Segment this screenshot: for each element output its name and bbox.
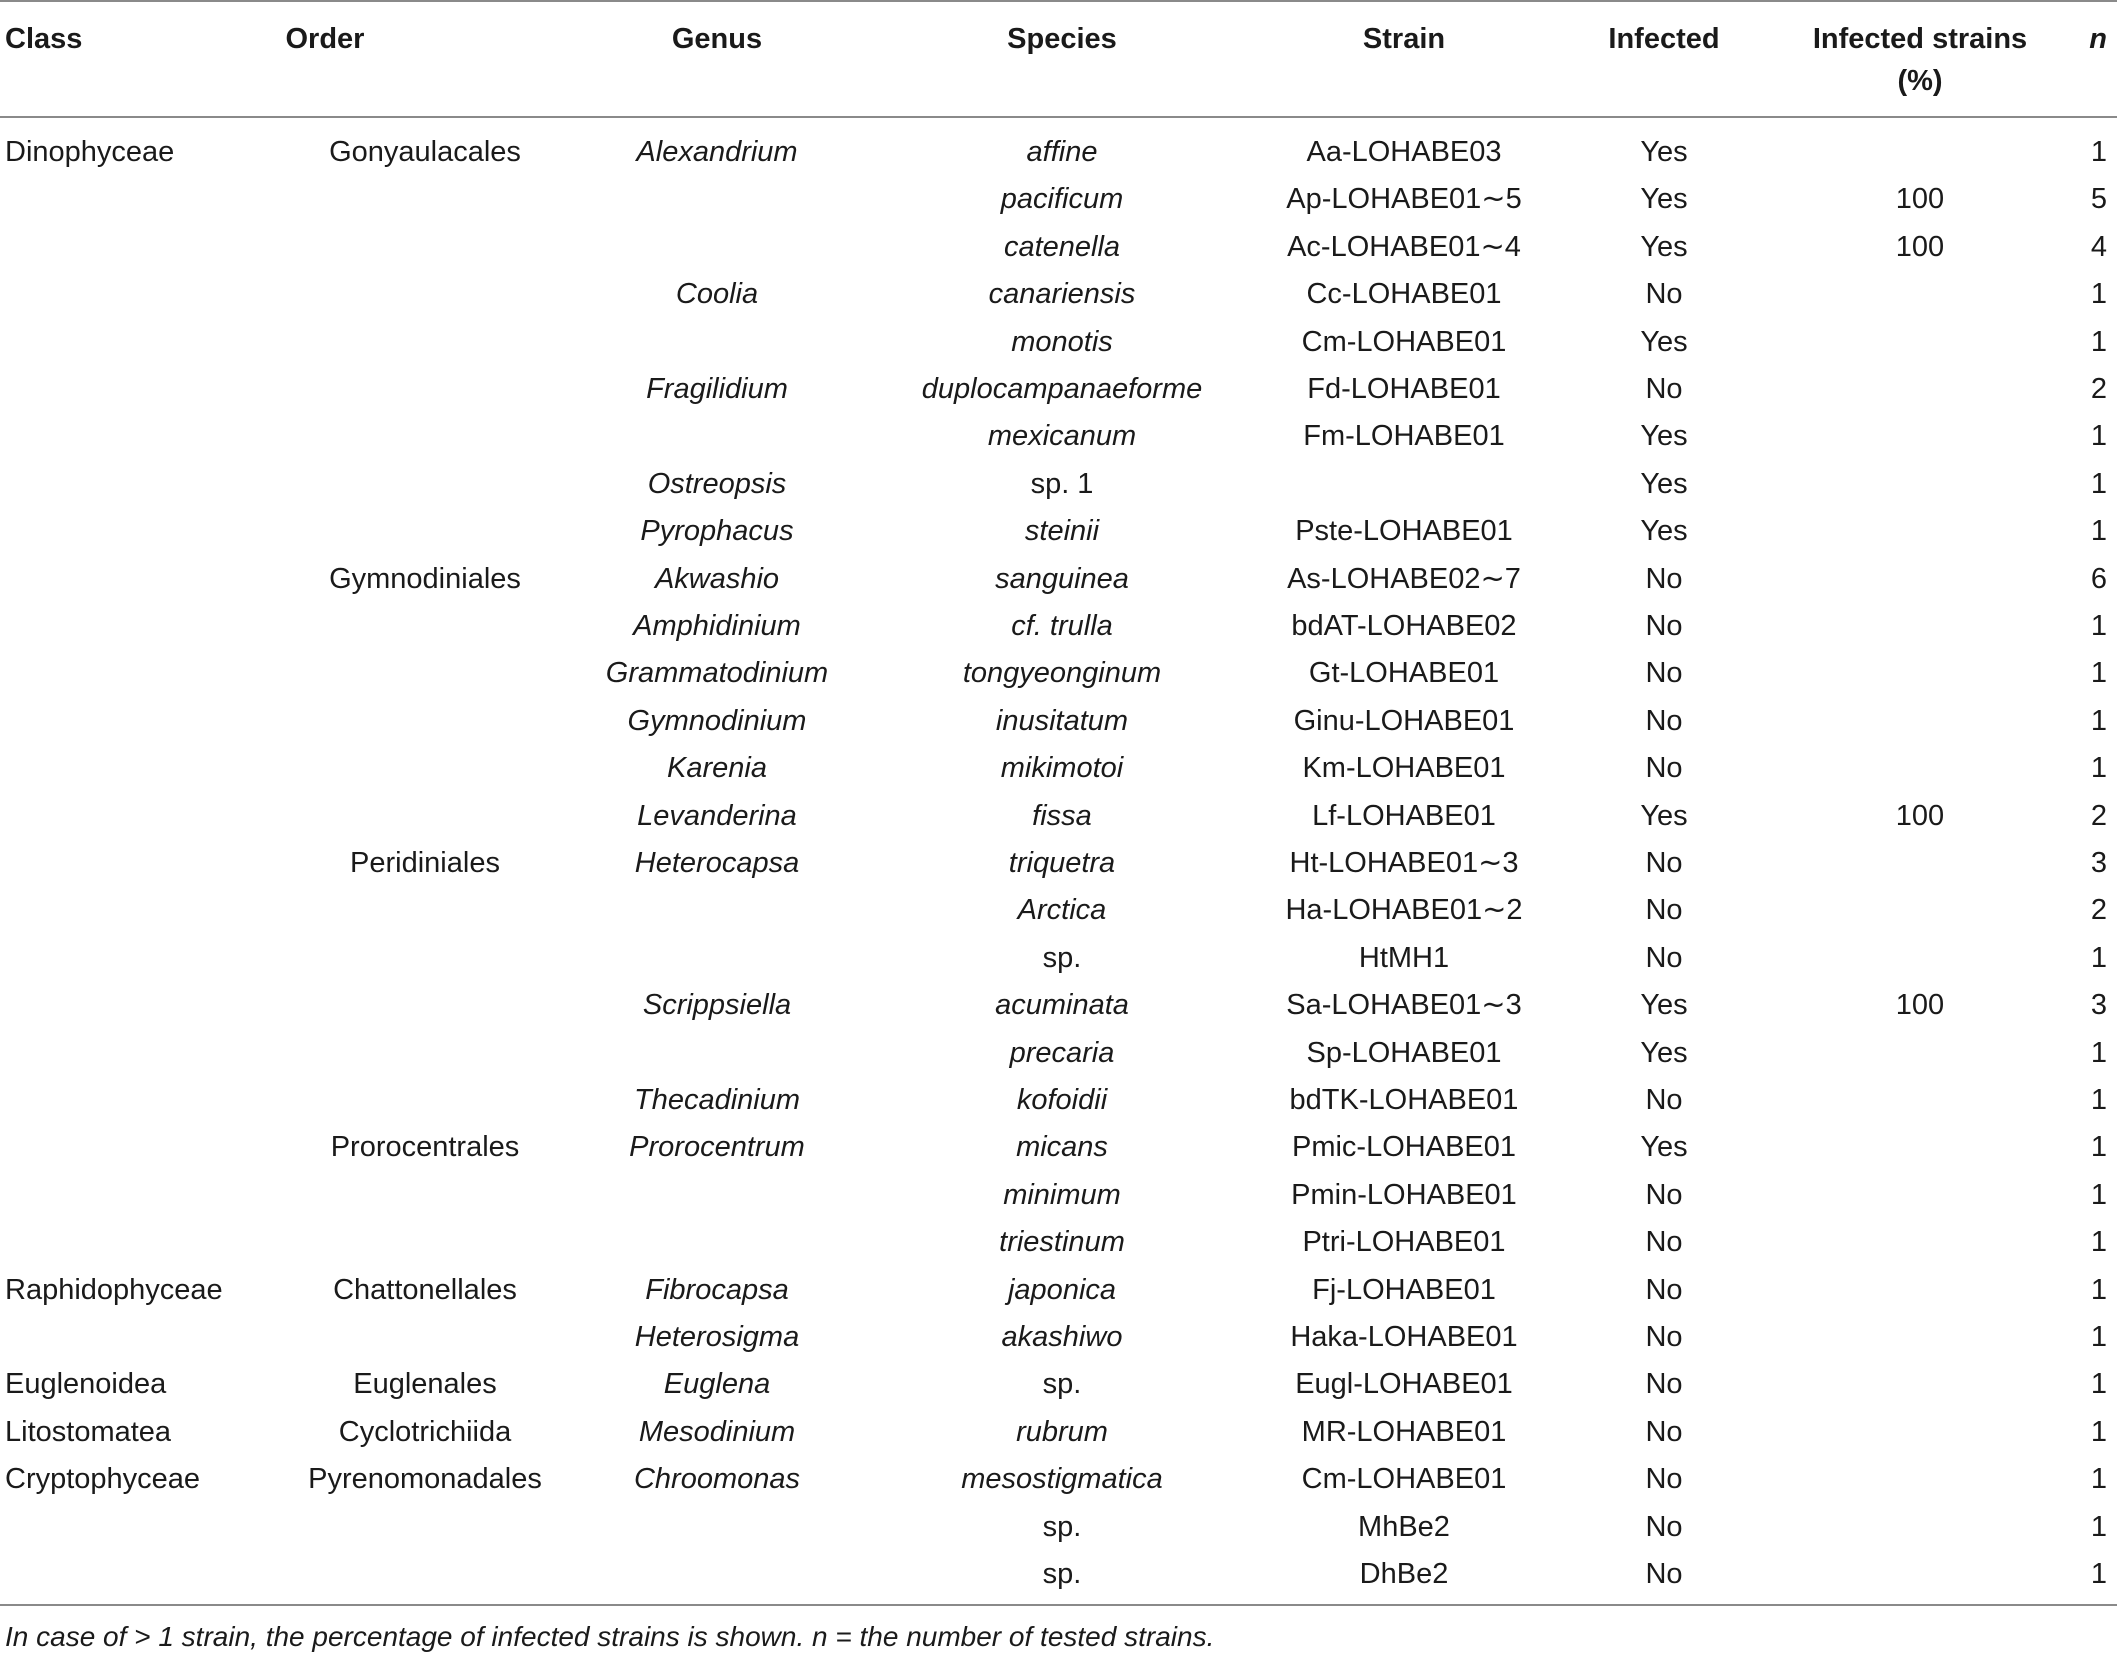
cell-class: Euglenoidea xyxy=(5,1368,167,1401)
header-genus: Genus xyxy=(671,23,763,55)
cell-strain: As-LOHABE02∼7 xyxy=(1287,562,1521,595)
cell-order: Euglenales xyxy=(353,1368,497,1401)
cell-infected-pct: 100 xyxy=(1895,799,1945,832)
cell-genus: Levanderina xyxy=(637,799,797,832)
cell-n: 1 xyxy=(2090,1558,2107,1590)
cell-genus: Heterocapsa xyxy=(634,847,800,879)
cell-species: triquetra xyxy=(1008,847,1116,879)
cell-species: sp. xyxy=(1042,941,1082,974)
cell-n: 1 xyxy=(2090,278,2107,311)
cell-species: tongyeonginum xyxy=(962,657,1162,690)
cell-infected: No xyxy=(1645,1178,1683,1211)
cell-strain: Lf-LOHABE01 xyxy=(1312,799,1496,832)
cell-genus: Alexandrium xyxy=(636,136,798,168)
cell-genus: Heterosigma xyxy=(634,1321,800,1353)
top-rule xyxy=(0,0,2117,2)
cell-species: rubrum xyxy=(1016,1415,1108,1448)
cell-n: 4 xyxy=(2090,230,2107,263)
cell-infected: No xyxy=(1645,752,1683,785)
cell-infected: No xyxy=(1645,847,1683,879)
cell-infected: No xyxy=(1645,894,1683,927)
cell-n: 1 xyxy=(2090,420,2107,453)
cell-n: 1 xyxy=(2090,1036,2107,1069)
cell-strain: Km-LOHABE01 xyxy=(1302,752,1506,785)
cell-species: sp. xyxy=(1042,1558,1082,1590)
header-infected-pct-line1: Infected strains xyxy=(1812,23,2028,55)
cell-infected: No xyxy=(1645,278,1683,311)
cell-n: 1 xyxy=(2090,1321,2107,1353)
cell-strain: MhBe2 xyxy=(1358,1510,1450,1543)
cell-infected: Yes xyxy=(1640,467,1688,500)
cell-strain: Pmic-LOHABE01 xyxy=(1291,1131,1517,1164)
cell-species: duplocampanaeforme xyxy=(921,373,1203,405)
cell-infected: No xyxy=(1645,941,1683,974)
cell-infected: No xyxy=(1645,1084,1683,1116)
table-footnote: In case of > 1 strain, the percentage of infected strains is shown. n = the number of tested strains. xyxy=(5,1621,1215,1652)
cell-n: 1 xyxy=(2090,325,2107,358)
cell-species: inusitatum xyxy=(995,704,1129,737)
cell-strain: Fd-LOHABE01 xyxy=(1307,373,1501,405)
cell-genus: Karenia xyxy=(667,752,767,785)
cell-strain: MR-LOHABE01 xyxy=(1301,1415,1507,1448)
cell-order: Peridiniales xyxy=(350,847,500,879)
cell-class: Litostomatea xyxy=(5,1415,172,1448)
cell-infected: No xyxy=(1645,704,1683,737)
cell-n: 1 xyxy=(2090,752,2107,785)
cell-strain: Pmin-LOHABE01 xyxy=(1291,1178,1517,1211)
cell-n: 1 xyxy=(2090,704,2107,737)
cell-order: Gymnodiniales xyxy=(329,562,521,595)
cell-n: 1 xyxy=(2090,136,2107,168)
cell-n: 1 xyxy=(2090,610,2107,642)
cell-strain: bdTK-LOHABE01 xyxy=(1289,1084,1519,1116)
cell-strain: Haka-LOHABE01 xyxy=(1290,1321,1518,1353)
cell-infected: No xyxy=(1645,1273,1683,1306)
cell-n: 2 xyxy=(2090,373,2107,405)
cell-genus: Pyrophacus xyxy=(640,515,794,548)
cell-species: sp. 1 xyxy=(1030,467,1094,500)
cell-genus: Mesodinium xyxy=(638,1415,796,1448)
cell-n: 3 xyxy=(2090,989,2107,1022)
cell-species: catenella xyxy=(1003,230,1121,263)
cell-n: 5 xyxy=(2090,183,2107,216)
cell-strain: Ac-LOHABE01∼4 xyxy=(1287,230,1521,263)
cell-infected: No xyxy=(1645,1415,1683,1448)
header-species: Species xyxy=(1007,23,1117,55)
cell-strain: bdAT-LOHABE02 xyxy=(1291,610,1517,642)
cell-genus: Ostreopsis xyxy=(647,467,787,500)
cell-species: steinii xyxy=(1024,515,1100,548)
bottom-rule xyxy=(0,1604,2117,1606)
cell-strain: Cc-LOHABE01 xyxy=(1306,278,1502,311)
cell-infected: Yes xyxy=(1640,136,1688,168)
cell-infected-pct: 100 xyxy=(1895,230,1945,263)
cell-strain: HtMH1 xyxy=(1358,941,1450,974)
cell-infected: No xyxy=(1645,1558,1683,1590)
cell-species: affine xyxy=(1026,136,1098,168)
cell-infected: Yes xyxy=(1640,515,1688,548)
cell-class: Dinophyceae xyxy=(5,136,175,168)
header-order: Order xyxy=(285,23,365,55)
cell-species: cf. trulla xyxy=(1011,610,1113,642)
cell-infected: No xyxy=(1645,373,1683,405)
cell-infected-pct: 100 xyxy=(1895,183,1945,216)
cell-n: 1 xyxy=(2090,1178,2107,1211)
cell-n: 2 xyxy=(2090,894,2107,927)
cell-strain: Aa-LOHABE03 xyxy=(1306,136,1502,168)
cell-species: akashiwo xyxy=(1001,1321,1123,1353)
cell-species: kofoidii xyxy=(1016,1084,1108,1116)
cell-infected: No xyxy=(1645,1321,1683,1353)
cell-order: Prorocentrales xyxy=(330,1131,520,1164)
cell-genus: Grammatodinium xyxy=(605,657,829,690)
cell-species: sanguinea xyxy=(995,562,1129,595)
cell-species: minimum xyxy=(1003,1178,1121,1211)
cell-genus: Scrippsiella xyxy=(642,989,792,1022)
cell-n: 1 xyxy=(2090,1415,2107,1448)
header-class: Class xyxy=(5,23,83,55)
cell-infected: No xyxy=(1645,1368,1683,1401)
cell-species: triestinum xyxy=(999,1226,1125,1259)
header-rule xyxy=(0,116,2117,118)
cell-infected: Yes xyxy=(1640,230,1688,263)
cell-n: 1 xyxy=(2090,1510,2107,1543)
cell-genus: Gymnodinium xyxy=(627,704,807,737)
cell-strain: Ptri-LOHABE01 xyxy=(1302,1226,1506,1259)
cell-species: canariensis xyxy=(988,278,1136,311)
header-infected: Infected xyxy=(1608,23,1720,55)
cell-species: mikimotoi xyxy=(1000,752,1124,785)
cell-n: 1 xyxy=(2090,1463,2107,1496)
cell-species: Arctica xyxy=(1017,894,1107,927)
cell-genus: Fibrocapsa xyxy=(645,1273,789,1306)
cell-infected: Yes xyxy=(1640,1131,1688,1164)
cell-order: Pyrenomonadales xyxy=(308,1463,542,1496)
cell-species: sp. xyxy=(1042,1510,1082,1543)
cell-order: Chattonellales xyxy=(333,1273,517,1306)
cell-n: 6 xyxy=(2090,562,2107,595)
cell-species: pacificum xyxy=(1000,183,1124,216)
cell-strain: Ap-LOHABE01∼5 xyxy=(1286,183,1522,216)
cell-species: monotis xyxy=(1011,325,1113,358)
cell-strain: Ht-LOHABE01∼3 xyxy=(1289,847,1519,879)
cell-class: Raphidophyceae xyxy=(5,1273,223,1306)
cell-strain: Fj-LOHABE01 xyxy=(1312,1273,1496,1306)
cell-genus: Thecadinium xyxy=(633,1084,801,1116)
cell-infected: No xyxy=(1645,657,1683,690)
cell-infected-pct: 100 xyxy=(1895,989,1945,1022)
cell-species: sp. xyxy=(1042,1368,1082,1401)
cell-strain: DhBe2 xyxy=(1359,1558,1449,1590)
cell-genus: Chroomonas xyxy=(633,1463,801,1496)
cell-n: 3 xyxy=(2090,847,2107,879)
cell-infected: Yes xyxy=(1640,183,1688,216)
cell-n: 2 xyxy=(2090,799,2107,832)
cell-infected: No xyxy=(1645,610,1683,642)
cell-strain: Ha-LOHABE01∼2 xyxy=(1285,894,1523,927)
cell-genus: Amphidinium xyxy=(633,610,801,642)
cell-infected: Yes xyxy=(1640,420,1688,453)
cell-n: 1 xyxy=(2090,1273,2107,1306)
cell-infected: Yes xyxy=(1640,1036,1688,1069)
cell-n: 1 xyxy=(2090,657,2107,690)
cell-strain: Eugl-LOHABE01 xyxy=(1295,1368,1513,1401)
header-infected-pct-line2: (%) xyxy=(1897,65,1943,97)
cell-n: 1 xyxy=(2090,467,2107,500)
cell-infected: No xyxy=(1645,562,1683,595)
cell-infected: No xyxy=(1645,1226,1683,1259)
cell-species: fissa xyxy=(1032,799,1092,832)
cell-class: Cryptophyceae xyxy=(5,1463,201,1496)
cell-infected: Yes xyxy=(1640,989,1688,1022)
cell-infected: Yes xyxy=(1640,325,1688,358)
cell-n: 1 xyxy=(2090,1226,2107,1259)
cell-infected: No xyxy=(1645,1510,1683,1543)
cell-n: 1 xyxy=(2090,1368,2107,1401)
cell-order: Cyclotrichiida xyxy=(338,1415,512,1448)
cell-strain: Fm-LOHABE01 xyxy=(1303,420,1505,453)
cell-species: japonica xyxy=(1007,1273,1117,1306)
header-n: n xyxy=(2089,23,2107,55)
cell-genus: Euglena xyxy=(663,1368,771,1401)
cell-strain: Sp-LOHABE01 xyxy=(1306,1036,1502,1069)
cell-strain: Cm-LOHABE01 xyxy=(1301,325,1507,358)
cell-order: Gonyaulacales xyxy=(329,136,521,168)
cell-infected: Yes xyxy=(1640,799,1688,832)
cell-species: mexicanum xyxy=(987,420,1137,453)
cell-species: acuminata xyxy=(995,989,1129,1022)
cell-strain: Gt-LOHABE01 xyxy=(1308,657,1500,690)
cell-infected: No xyxy=(1645,1463,1683,1496)
cell-genus: Akwashio xyxy=(654,562,780,595)
header-infected-pct xyxy=(1770,18,2070,102)
cell-species: mesostigmatica xyxy=(961,1463,1163,1496)
cell-strain: Sa-LOHABE01∼3 xyxy=(1286,989,1522,1022)
cell-n: 1 xyxy=(2090,515,2107,548)
cell-n: 1 xyxy=(2090,1131,2107,1164)
cell-strain: Cm-LOHABE01 xyxy=(1301,1463,1507,1496)
cell-genus: Prorocentrum xyxy=(629,1131,805,1164)
header-strain: Strain xyxy=(1362,23,1446,55)
cell-genus: Fragilidium xyxy=(646,373,788,405)
cell-genus: Coolia xyxy=(675,278,759,311)
cell-species: micans xyxy=(1016,1131,1108,1164)
cell-species: precaria xyxy=(1009,1036,1115,1069)
cell-strain: Ginu-LOHABE01 xyxy=(1293,704,1515,737)
cell-strain: Pste-LOHABE01 xyxy=(1295,515,1513,548)
cell-n: 1 xyxy=(2090,1084,2107,1116)
cell-n: 1 xyxy=(2090,941,2107,974)
